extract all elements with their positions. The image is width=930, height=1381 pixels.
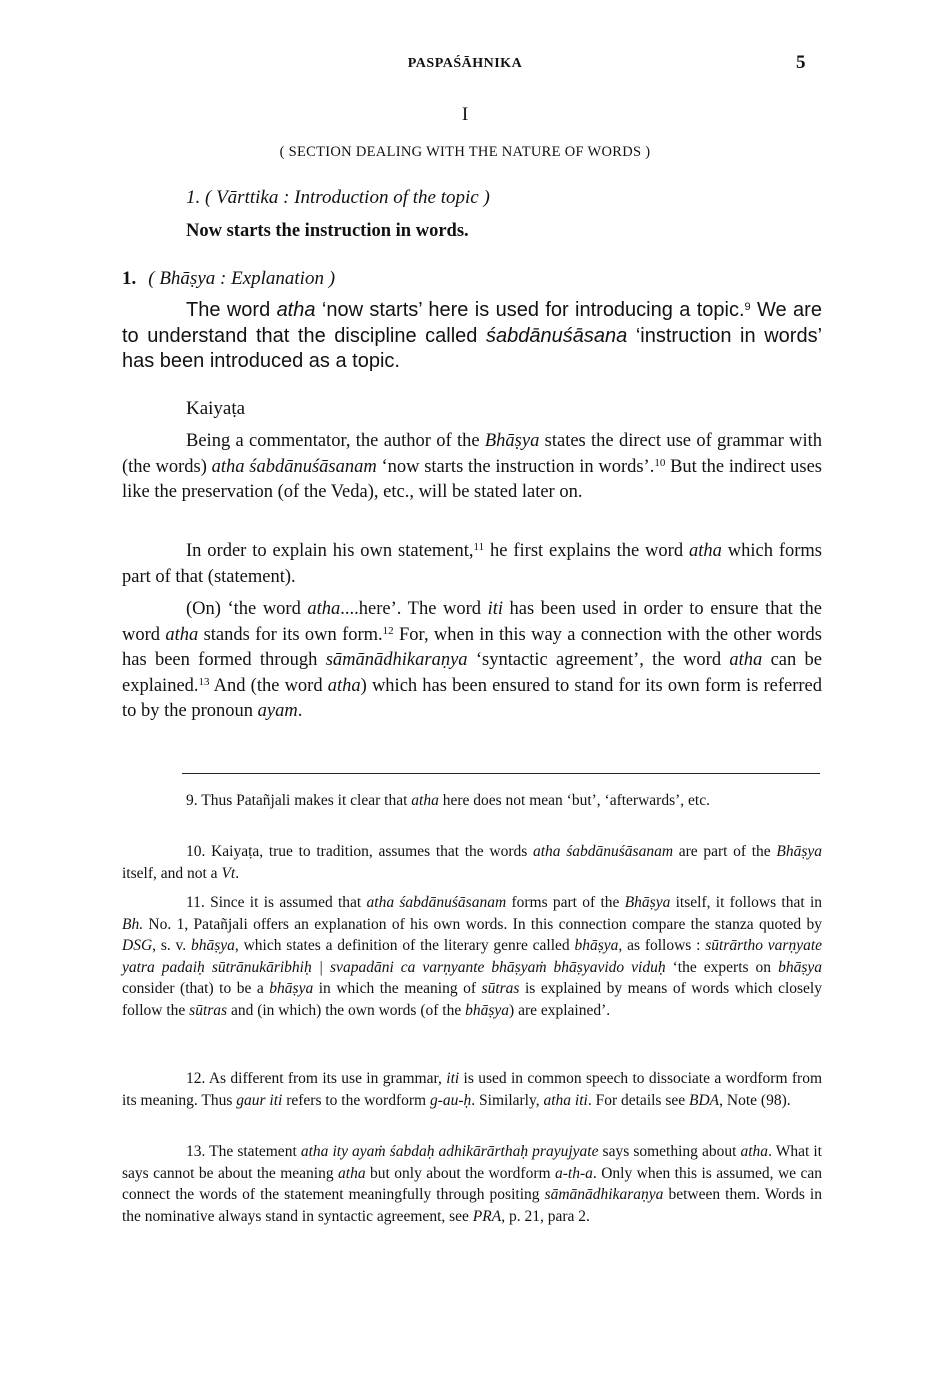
italic-term: sāmānādhikaraṇya [325,650,468,670]
text-run: here does not mean ‘but’, ‘afterwards’, etc. [438,792,710,809]
kaiyata-paragraph-1 [122,429,822,506]
italic-term: śabdānuśāsana [486,324,628,347]
italic-term: g-au-ḥ [429,1091,472,1109]
italic-term: Bhāṣya [776,843,822,860]
text-run: says something about [598,1143,741,1160]
text-run: Being a commentator, the author of the [186,431,485,451]
text-run: , Note (98). [719,1091,791,1109]
text-run: . Only when this is assumed, we can connect the words of the statement meaningfully through positing [122,1164,822,1203]
text-run: consider (that) to be a [122,980,270,997]
bhasya-heading [122,268,335,290]
text-run: states the direct use of grammar with (the words) [122,431,822,477]
text-run: are part of the [673,843,777,860]
text-run: No. 1, Patañjali offers an explanation of his own words. In this connection compare the stanza quoted by [143,915,822,933]
text-run: ‘now starts the instruction in words’. [376,456,655,477]
text-run: . Similarly, [471,1091,544,1109]
italic-term: Vt [221,864,236,882]
sutra-text: Now starts the instruction in words. [186,221,469,241]
text-run: , which states a definition of the literary genre called [234,937,575,954]
text-run: 12. As different from its use in grammar, [186,1070,447,1087]
text-run: ‘now starts’ here is used for introducing a topic. [315,299,745,321]
text-run: 13. The statement [186,1143,301,1160]
footnote-ref: 12 [382,624,394,637]
section-heading: ( SECTION DEALING WITH THE NATURE OF WORDS ) [279,144,651,160]
text-run: ) which has been ensured to stand for its own form is referred to by the pronoun [122,675,823,721]
italic-term: Bh. [122,915,144,933]
text-run: ‘instruction in words’ has been introduced as a topic. [122,324,823,372]
italic-term: atha [688,541,722,561]
italic-term: atha śabdānuśāsanam [532,843,674,860]
italic-term: Bhāṣya [624,894,671,911]
text-run: . For details see [587,1091,690,1109]
italic-term: atha śabdānuśāsanam [211,456,377,477]
italic-term: atha [729,650,763,670]
footnote-ref: 13 [198,675,210,688]
italic-term: Bhāṣya [484,431,540,451]
text-run: 11. Since it is assumed that [186,894,367,911]
italic-term: atha [307,599,341,619]
text-run: 10. Kaiyaṭa, true to tradition, assumes that the words [186,843,533,860]
text-run: . What it says cannot be about the meaning [122,1143,822,1182]
footnote-11 [122,892,822,1021]
italic-term: atha iti [543,1091,588,1109]
text-run: has been used in order to ensure that the word [122,599,822,645]
footnote-divider [182,773,820,774]
text-run: ‘the experts on [665,958,779,976]
footnote-ref: 10 [654,456,666,469]
page-number: 5 [796,52,806,73]
italic-term: PRA [472,1207,502,1225]
italic-term: atha [740,1143,769,1160]
text-run: is explained by means of words which closely follow the [122,980,822,1019]
text-run: itself, it follows that in [670,894,823,911]
text-run: refers to the wordform [282,1091,430,1109]
text-run: But the indirect uses like the preservation (of the Veda), etc., will be stated later on. [122,456,822,502]
italic-term: BDA [689,1091,720,1109]
italic-term: sūtrārtho varṇyate yatra padaiḥ sūtrānukāribhiḥ | svapadāni ca varṇyante bhāṣyaṁ bhāṣyavido viduḥ [122,937,823,976]
italic-term: sūtras [189,1001,228,1019]
text-run: , s. v. [152,937,191,954]
varttika-heading: 1. ( Vārttika : Introduction of the topic ) [186,187,490,208]
text-run: For, when in this way a connection with the other words has been formed through [122,624,822,670]
text-run: forms part of the [506,894,625,911]
italic-term: atha ity ayaṁ śabdaḥ adhikārārthaḥ prayujyate [300,1143,599,1160]
bhasya-heading-label: ( Bhāṣya : Explanation ) [148,268,336,289]
italic-term: atha [411,792,439,809]
text-run: stands for its own form. [198,624,383,645]
italic-term: gaur iti [236,1091,283,1109]
italic-term: bhāṣya [269,980,314,997]
italic-term: sāmānādhikaraṇya [544,1186,664,1203]
italic-term: atha [276,299,316,321]
text-run: itself, and not a [122,864,222,882]
italic-term: iti [446,1070,460,1087]
text-run: can be explained. [122,650,823,696]
italic-term: DSG [122,937,153,954]
footnote-13 [122,1141,822,1227]
text-run: in which the meaning of [313,980,482,997]
text-run: And (the word [209,675,328,696]
italic-term: atha [165,624,199,645]
footnote-10 [122,841,822,884]
text-run: , p. 21, para 2. [501,1207,590,1225]
text-run: The word [186,299,277,321]
text-run: is used in common speech to dissociate a wordform from its meaning. Thus [122,1070,822,1109]
kaiyata-paragraph-2 [122,539,822,590]
section-numeral: I [461,104,469,125]
italic-term: sūtras [481,980,520,997]
text-run: We are to understand that the discipline called [122,299,822,347]
bhasya-number: 1. [122,268,137,289]
footnote-ref: 9 [744,301,751,313]
italic-term: bhāṣya [574,937,619,954]
italic-term: bhāṣya [191,937,235,954]
text-run: In order to explain his own statement, [186,541,474,561]
text-run: . [297,701,303,721]
footnote-ref: 11 [473,541,485,553]
text-run: which forms part of that (statement). [122,541,822,587]
text-run: (On) ‘the word [186,599,308,619]
text-run: but only about the wordform [365,1164,555,1182]
italic-term: atha [338,1164,366,1182]
italic-term: atha śabdānuśāsanam [366,894,507,911]
text-run: ‘syntactic agreement’, the word [467,650,730,670]
italic-term: iti [487,599,503,619]
footnote-12 [122,1068,822,1111]
italic-term: a-th-a [554,1164,593,1182]
footnote-9 [122,790,822,812]
text-run: ) are explained’. [509,1001,611,1019]
italic-term: bhāṣya [778,958,823,976]
bhasya-paragraph [122,298,822,375]
italic-term: atha [327,675,361,696]
italic-term: bhāṣya [465,1001,510,1019]
text-run: . [235,864,240,882]
kaiyata-paragraph-3 [122,597,822,725]
text-run: , as follows : [618,937,706,954]
text-run: ....here’. The word [340,599,488,619]
italic-term: ayam [257,701,298,721]
text-run: between them. Words in the nominative always stand in syntactic agreement, see [122,1186,822,1225]
text-run: he first explains the word [484,541,689,561]
text-run: and (in which) the own words (of the [227,1001,466,1019]
text-run: 9. Thus Patañjali makes it clear that [186,792,412,809]
running-header: PASPAŚĀHNIKA [407,56,523,71]
kaiyata-heading: Kaiyaṭa [186,398,246,419]
